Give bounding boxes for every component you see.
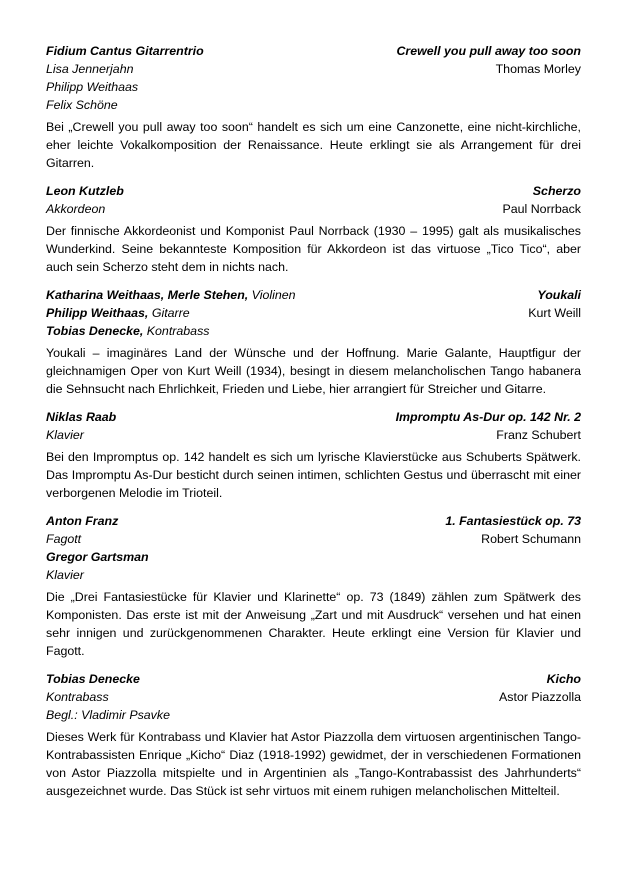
piece-title: 1. Fantasiestück op. 73	[445, 514, 581, 528]
entry-header	[46, 408, 581, 444]
work-info	[445, 512, 581, 548]
entry-description: Youkali – imaginäres Land der Wünsche und der Hoffnung. Marie Galante, Hauptfigur der gleichnamigen Oper von Kurt Weill (1934), besingt in diesem melancholischen Tango habanera die Sehnsucht nach Ehrlichkeit, Frieden und Liebe, hier arrangiert für Streicher und Gitarre.	[46, 346, 581, 396]
entry-description: Die „Drei Fantasiestücke für Klavier und Klarinette“ op. 73 (1849) zählen zum Spätwerk des Komponisten. Das erste ist mit der Anweisung „Zart und mit Ausdruck“ versehen und hat einen sehr innigen und zurückgenommenen Charakter. Heute erklingt eine Version für Klavier und Fagott.	[46, 590, 581, 658]
program-page	[46, 42, 581, 810]
entry-description: Der finnische Akkordeonist und Komponist Paul Norrback (1930 – 1995) galt als musikalisches Wunderkind. Seine bekannteste Komposition für Akkordeon ist das virtuose „Tico Tico“, aber auch sein Scherzo steht dem in nichts nach.	[46, 224, 581, 274]
program-entry	[46, 42, 581, 172]
program-entry	[46, 670, 581, 800]
performers	[46, 42, 204, 114]
entry-header	[46, 286, 581, 340]
performer-name: Niklas Raab	[46, 410, 117, 424]
performer-name: Tobias Denecke,	[46, 324, 144, 338]
piece-title: Impromptu As-Dur op. 142 Nr. 2	[395, 410, 581, 424]
performer-line	[46, 322, 296, 340]
program-entry	[46, 408, 581, 502]
composer-name: Robert Schumann	[481, 532, 581, 546]
composer-name: Thomas Morley	[495, 62, 581, 76]
performer-name: Philipp Weithaas,	[46, 306, 149, 320]
entry-header	[46, 512, 581, 584]
composer-name: Paul Norrback	[502, 202, 581, 216]
performers	[46, 408, 116, 444]
piece-title: Kicho	[546, 672, 581, 686]
performer-name: Philipp Weithaas	[46, 80, 139, 94]
instrument: Gitarre	[151, 306, 190, 320]
instrument: Kontrabass	[46, 690, 109, 704]
work-info	[499, 670, 581, 706]
instrument: Violinen	[251, 288, 296, 302]
entry-header	[46, 42, 581, 114]
instrument: Klavier	[46, 568, 84, 582]
entry-description: Bei „Crewell you pull away too soon“ handelt es sich um eine Canzonette, eine nicht-kirchliche, eher leichte Vokalkomposition der Renaissance. Heute erklingt sie als Arrangement für drei Gitarren.	[46, 120, 581, 170]
performer-name: Leon Kutzleb	[46, 184, 124, 198]
performer-name: Lisa Jennerjahn	[46, 62, 134, 76]
work-info	[528, 286, 581, 322]
piece-title: Scherzo	[532, 184, 581, 198]
entry-description: Bei den Impromptus op. 142 handelt es sich um lyrische Klavierstücke aus Schuberts Spätwerk. Das Impromptu As-Dur besticht durch seinen intimen, schlichten Gestus und überrascht mit einer verborgenen Melodie im Trioteil.	[46, 450, 581, 500]
performers	[46, 512, 149, 584]
performers	[46, 670, 170, 724]
entry-header	[46, 670, 581, 724]
work-info	[502, 182, 581, 218]
performer-name: Gregor Gartsman	[46, 550, 149, 564]
performer-name: Felix Schöne	[46, 98, 118, 112]
instrument: Fagott	[46, 532, 82, 546]
instrument: Kontrabass	[146, 324, 210, 338]
work-info	[396, 408, 581, 444]
ensemble-name: Fidium Cantus Gitarrentrio	[46, 44, 204, 58]
performer-name: Anton Franz	[46, 514, 119, 528]
work-info	[396, 42, 581, 78]
piece-title: Crewell you pull away too soon	[396, 44, 581, 58]
entry-header	[46, 182, 581, 218]
instrument: Klavier	[46, 428, 84, 442]
entry-description: Dieses Werk für Kontrabass und Klavier hat Astor Piazzolla dem virtuosen argentinischen Tango-Kontrabassisten Enrique „Kicho“ Diaz (1918-1992) gewidmet, der in verschiedenen Formationen von Astor Piazzolla mitspielte und in Argentinien als „Tango-Kontrabassist des Jahrhunderts“ ausgezeichnet wurde. Das Stück ist sehr virtuos mit einem ruhigen melancholischen Mittelteil.	[46, 730, 581, 798]
performer-line	[46, 304, 296, 322]
performer-name: Tobias Denecke	[46, 672, 140, 686]
program-entry	[46, 182, 581, 276]
composer-name: Astor Piazzolla	[499, 690, 581, 704]
composer-name: Franz Schubert	[496, 428, 581, 442]
piece-title: Youkali	[537, 288, 581, 302]
performers	[46, 182, 124, 218]
program-entry	[46, 512, 581, 660]
program-entry	[46, 286, 581, 398]
instrument: Akkordeon	[46, 202, 106, 216]
composer-name: Kurt Weill	[528, 306, 581, 320]
accompanist: Begl.: Vladimir Psavke	[46, 708, 170, 722]
performers	[46, 286, 296, 340]
performer-line	[46, 286, 296, 304]
performer-name: Katharina Weithaas, Merle Stehen,	[46, 288, 249, 302]
